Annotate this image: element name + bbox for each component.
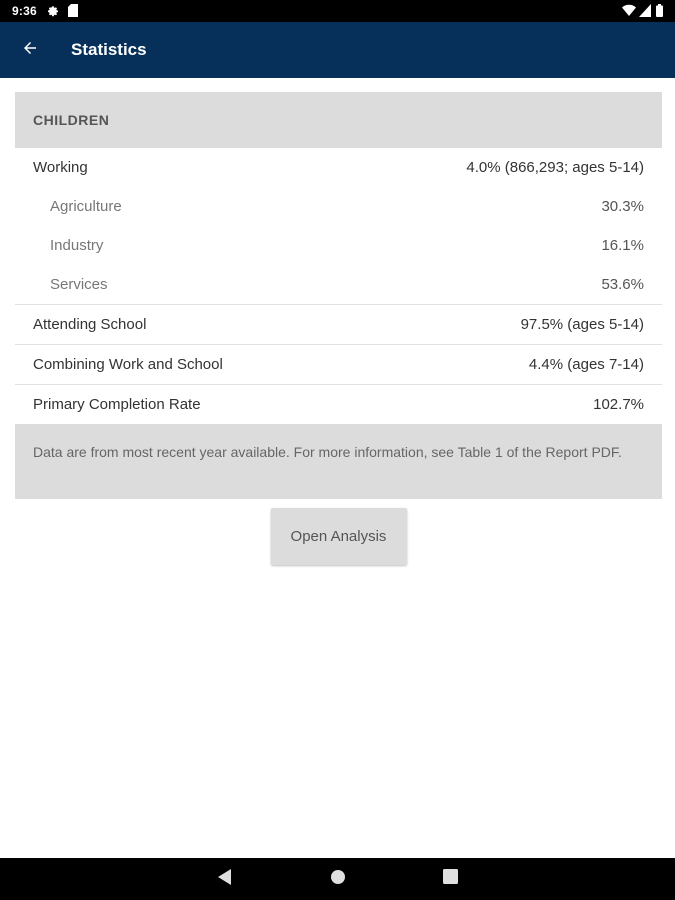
stat-row-agriculture (15, 187, 662, 226)
stat-row-combining-work-school (15, 344, 662, 384)
navigation-bar (0, 858, 675, 900)
nav-recents-button[interactable] (440, 869, 460, 889)
recents-square-icon (443, 869, 458, 889)
back-triangle-icon (218, 869, 232, 890)
stat-row-working (15, 148, 662, 187)
section-header: CHILDREN (15, 92, 662, 148)
row-value: 102.7% (593, 396, 644, 413)
app-bar (0, 22, 675, 78)
statistics-card (15, 92, 662, 565)
page-title: Statistics (71, 40, 147, 59)
row-value: 53.6% (601, 276, 644, 293)
row-value: 30.3% (601, 198, 644, 215)
row-value: 4.4% (ages 7-14) (528, 356, 644, 373)
stat-row-services (15, 265, 662, 304)
back-button[interactable] (14, 34, 46, 66)
open-button-container (15, 508, 662, 565)
row-label: Services (50, 276, 108, 293)
signal-icon (639, 4, 651, 22)
row-value: 16.1% (601, 237, 644, 254)
row-label: Combining Work and School (33, 356, 223, 373)
gear-icon (46, 4, 59, 22)
stat-row-attending-school (15, 304, 662, 344)
sd-card-icon (68, 4, 78, 22)
stat-row-primary-completion (15, 384, 662, 424)
stat-row-industry (15, 226, 662, 265)
status-bar (0, 0, 675, 22)
data-source-note: Data are from most recent year available. For more information, see Table 1 of the Report PDF. (15, 424, 662, 499)
open-analysis-button[interactable]: Open Analysis (271, 508, 407, 565)
row-value: 97.5% (ages 5-14) (520, 316, 644, 333)
status-time: 9:36 (12, 4, 37, 18)
arrow-left-icon (21, 39, 39, 62)
nav-back-button[interactable] (215, 869, 235, 889)
row-label: Industry (50, 237, 104, 254)
home-circle-icon (330, 869, 346, 890)
row-label: Primary Completion Rate (33, 396, 201, 413)
row-value: 4.0% (866,293; ages 5-14) (466, 159, 644, 176)
row-label: Attending School (33, 316, 147, 333)
wifi-icon (622, 4, 636, 22)
row-label: Agriculture (50, 198, 122, 215)
nav-home-button[interactable] (328, 869, 348, 889)
row-label: Working (33, 159, 88, 176)
battery-icon (656, 4, 663, 22)
